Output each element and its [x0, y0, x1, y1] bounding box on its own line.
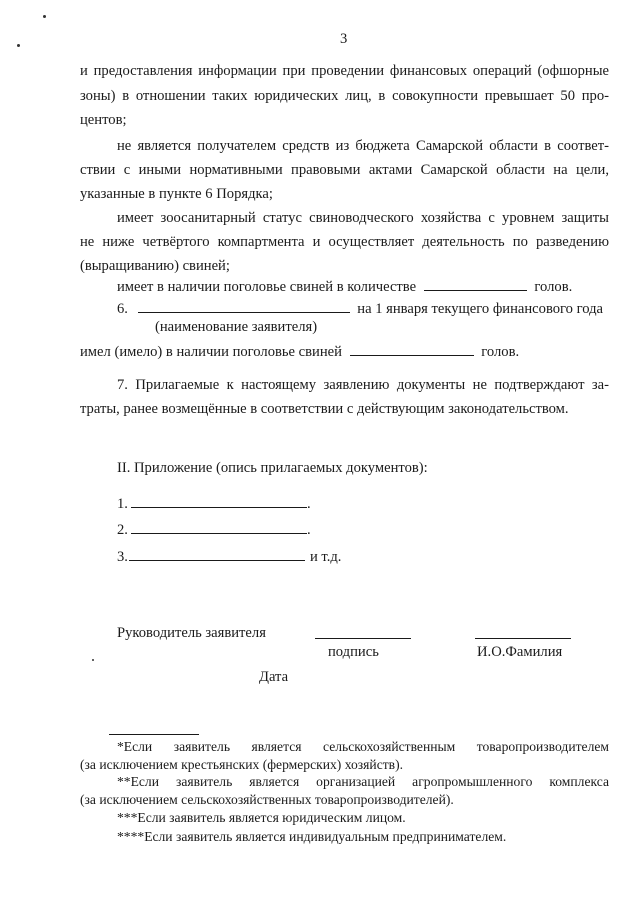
item-6-line: [117, 298, 603, 319]
date-label: Дата: [259, 669, 289, 685]
appendix-item: [117, 546, 341, 567]
paragraph-line: указанные в пункте 6 Порядка;: [80, 186, 273, 202]
appendix-item-end: и т.д.: [309, 549, 342, 565]
paragraph-line: и предоставления информации при проведении финансовых операций (офшорные: [80, 63, 609, 79]
appendix-item-number: 3.: [117, 549, 128, 565]
item-6-number: 6.: [117, 301, 128, 317]
appendix-item: [117, 493, 311, 514]
footnote-line: **Если заявитель является организацией агропромышленного комплекса: [117, 774, 609, 789]
signature-line[interactable]: [315, 638, 411, 639]
applicant-name-caption: (наименование заявителя): [155, 319, 318, 335]
appendix-heading: II. Приложение (опись прилагаемых документов):: [117, 460, 428, 476]
paragraph-line: имеет зоосанитарный статус свиноводческого хозяйства с уровнем защиты: [117, 210, 609, 226]
name-caption: И.О.Фамилия: [477, 644, 563, 660]
livestock-unit: голов.: [534, 279, 573, 295]
paragraph-line: 7. Прилагаемые к настоящему заявлению документы не подтверждают за-: [117, 377, 609, 393]
name-line[interactable]: [475, 638, 571, 639]
paragraph-line: траты, ранее возмещённые в соответствии с действующим законодательством.: [80, 401, 569, 417]
appendix-item-field[interactable]: [131, 519, 307, 534]
appendix-item-field[interactable]: [129, 546, 305, 561]
footnote-separator: [109, 734, 199, 735]
livestock-count-field[interactable]: [424, 276, 527, 291]
paragraph-line: (выращиванию) свиней;: [80, 258, 230, 274]
footnote-line: *Если заявитель является сельскохозяйственным товаропроизводителем: [117, 739, 609, 754]
paragraph-line: зоны) в отношении таких юридических лиц, в совокупности превышает 50 про-: [80, 88, 609, 104]
signature-label: Руководитель заявителя: [117, 625, 266, 641]
scan-speck: [43, 15, 46, 18]
appendix-item-number: 1.: [117, 496, 128, 512]
appendix-item-number: 2.: [117, 522, 128, 538]
item-6-date-text: на 1 января текущего финансового года: [357, 301, 604, 317]
paragraph-line: ствии с иными нормативными правовыми актами Самарской области на цели,: [80, 162, 609, 178]
livestock-label: имеет в наличии поголовье свиней в количестве: [117, 279, 417, 295]
appendix-item-field[interactable]: [131, 493, 307, 508]
appendix-item: [117, 519, 311, 540]
applicant-name-field[interactable]: [138, 298, 350, 313]
appendix-item-end: .: [306, 522, 311, 538]
footnote-line: ****Если заявитель является индивидуальным предпринимателем.: [117, 829, 507, 844]
signature-caption: подпись: [328, 644, 379, 660]
footnote-line: (за исключением крестьянских (фермерских) хозяйств).: [80, 757, 404, 772]
footnote-line: (за исключением сельскохозяйственных товаропроизводителей).: [80, 792, 454, 807]
paragraph-line: центов;: [80, 112, 127, 128]
item-6-livestock-unit: голов.: [481, 344, 520, 360]
item-6-livestock-field[interactable]: [350, 341, 474, 356]
appendix-item-end: .: [306, 496, 311, 512]
item-6-livestock-label: имел (имело) в наличии поголовье свиней: [80, 344, 342, 360]
page-number: 3: [340, 31, 348, 47]
livestock-line: [117, 276, 572, 297]
scan-speck: [92, 659, 94, 661]
paragraph-line: не является получателем средств из бюджета Самарской области в соответ-: [117, 138, 609, 154]
footnote-line: ***Если заявитель является юридическим лицом.: [117, 810, 406, 825]
item-6-line-2: [80, 341, 519, 362]
paragraph-line: не ниже четвёртого компартмента и осуществляет деятельность по разведению: [80, 234, 609, 250]
scan-speck: [17, 44, 20, 47]
